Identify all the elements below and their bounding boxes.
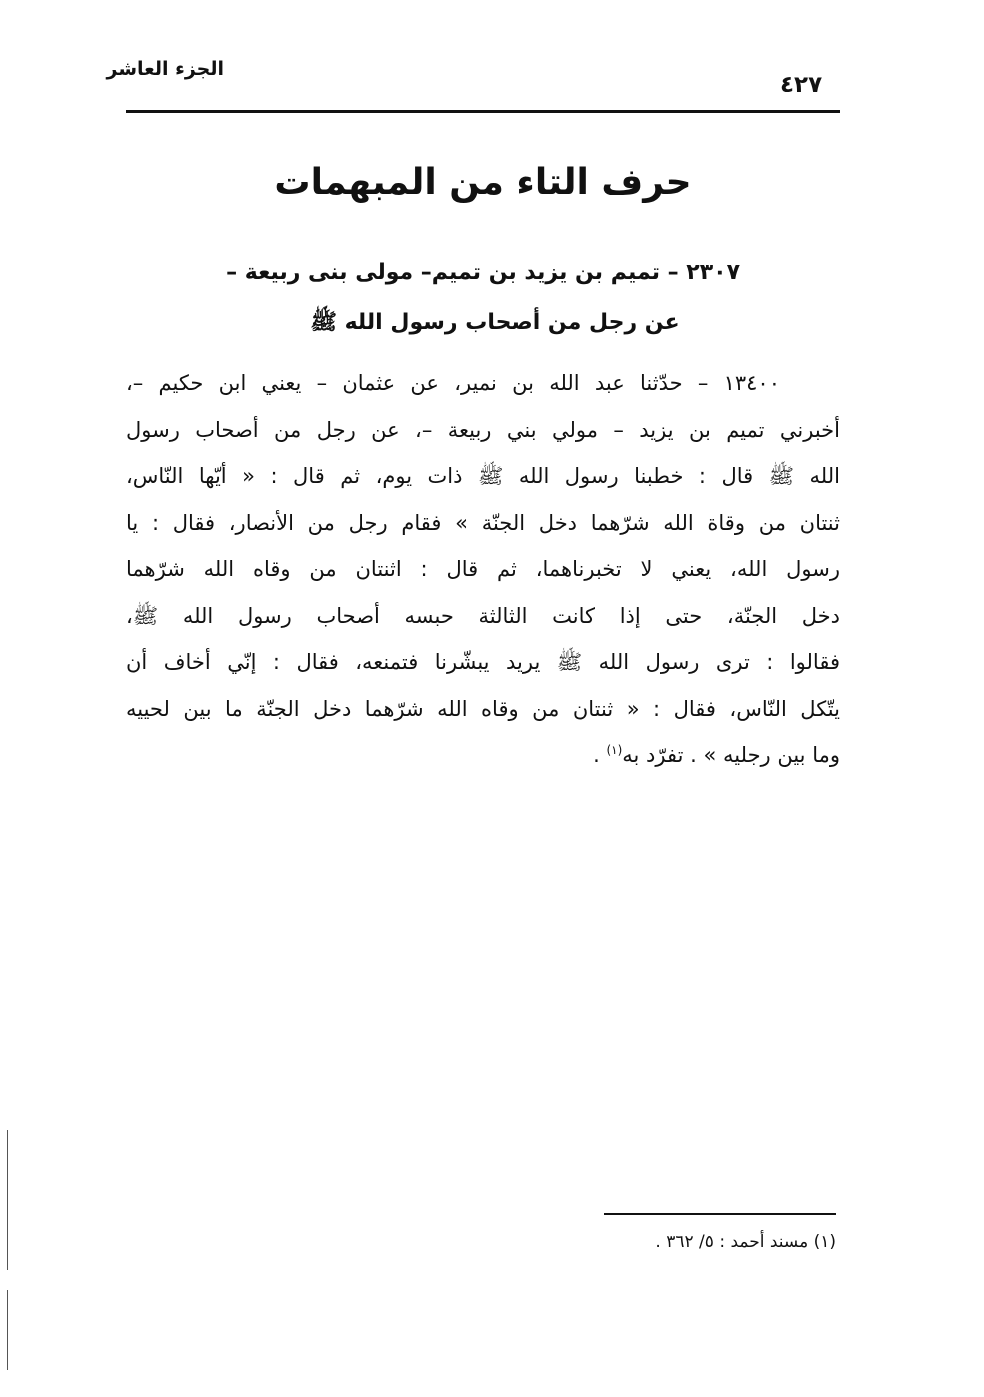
hadith-body (126, 360, 840, 779)
body-line: فقالوا : ترى رسول الله ﷺ يريد يبشّرنا فتمنعه، فقال : إنّي أخاف أن (126, 650, 840, 674)
body-line: ١٣٤٠٠ – حدّثنا عبد الله بن نمير، عن عثمان – يعني ابن حكيم –، (126, 371, 780, 395)
body-line: رسول الله، يعني لا تخبرناهما، ثم قال : اثنتان من وقاه الله شرّهما (126, 557, 840, 581)
entry-heading (150, 248, 840, 348)
footnote-reference[interactable]: (١) (606, 743, 623, 757)
body-line: أخبرني تميم بن يزيد – مولي بني ربيعة –، عن رجل من أصحاب رسول (126, 417, 840, 442)
body-last-line-text: وما بين رجليه » . تفرّد به (622, 743, 840, 767)
header-rule (126, 110, 840, 113)
running-title: الجزء العاشر (106, 58, 224, 80)
body-line: الله ﷺ قال : خطبنا رسول الله ﷺ ذات يوم، ثم قال : « أيّها النّاس، (126, 464, 840, 488)
entry-heading-line-1: ٢٣٠٧ – تميم بن يزيد بن تميم– مولى بنى ربيعة – (226, 260, 740, 285)
body-line: يتّكل النّاس، فقال : « ثنتان من وقاه الله شرّهما دخل الجنّة ما بين لحييه (126, 696, 840, 721)
entry-heading-line-2: عن رجل من أصحاب رسول الله ﷺ (310, 310, 680, 335)
footnote-rule (604, 1213, 836, 1215)
binding-edge-mark (7, 1130, 8, 1270)
body-line: ثنتان من وقاة الله شرّهما دخل الجنّة » فقام رجل من الأنصار، فقال : يا (126, 510, 840, 535)
body-last-line-end: . (593, 743, 607, 767)
page-number: ٤٢٧ (780, 72, 823, 98)
body-line: دخل الجنّة، حتى إذا كانت الثالثة حبسه أصحاب رسول الله ﷺ، (126, 603, 840, 628)
chapter-heading: حرف التاء من المبهمات (274, 162, 692, 203)
body-last-line (126, 732, 840, 779)
footnote: (١) مسند أحمد : ٥/ ٣٦٢ . (655, 1232, 836, 1252)
binding-edge-mark (7, 1290, 8, 1370)
